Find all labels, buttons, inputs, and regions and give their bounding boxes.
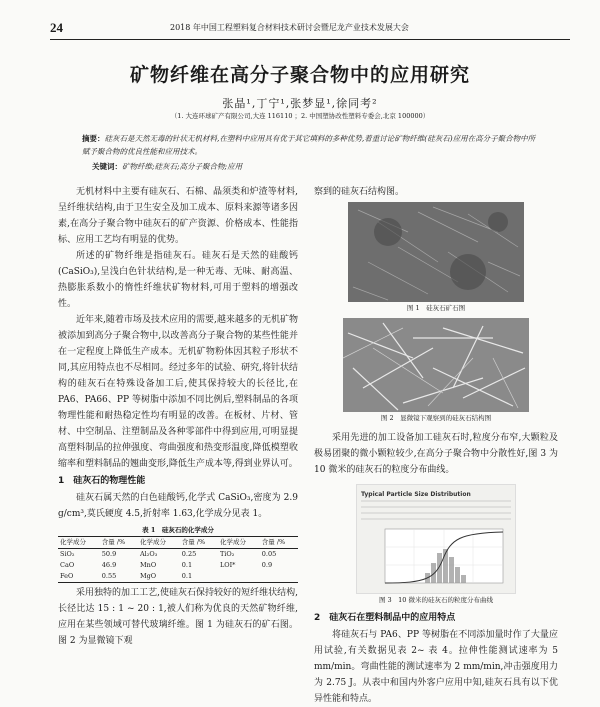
table-cell: 0.55 (101, 572, 117, 580)
abstract (82, 132, 542, 158)
table-cell: 50.9 (101, 550, 117, 558)
table-row (58, 571, 298, 583)
table-cell: MgO (139, 572, 157, 580)
table-cell: TiO₂ (219, 550, 235, 558)
paragraph: 无机材料中主要有硅灰石、石棉、晶须类和炉渣等材料,呈纤维状结构,由于卫生安全及加工成本、原料来源等诸多因素,在高分子聚合物中硅灰石的矿产资源、价格成本、性能指标、应用工艺均有明显的优势。 (58, 187, 298, 245)
paragraph: 近年来,随着市场及技术应用的需要,越来越多的无机矿物被添加到高分子聚合物中,以改善高分子聚合物的某些性能并在一定程度上降低生产成本。无机矿物粉体因其粒子形状不同,其应用特点也不尽相同。经过多年的试验、研究,将针状结构的硅灰石在特殊设备加工后,使其保持较大的长径比,在 PA6、PA66、PP 等树脂中添加不同比例后,塑料制品的各项物理性能和耐热稳定性均有明显的改善。在板材、片材、管材、中空制品、注塑制品及各种零部件中得到应用,可明显提高塑料制品的拉伸强度、弯曲强度和热变形温度,降低模塑收缩率和塑料制品的翘曲变形,降低生产成本等,得到业界认可。 (58, 315, 298, 469)
paragraph: 将硅灰石与 PA6、PP 等树脂在不同添加量时作了大量应用试验,有关数据见表 2~ 表 4。拉伸性能测试速率为 5 mm/min。弯曲性能的测试速率为 2 mm/min,冲击强度用力为 2.75 J。从表中和国内外客户应用中知,硅灰石具有以下优异性能和特点。 (314, 630, 558, 704)
table-header-cell: 含量 /% (181, 538, 206, 546)
wollastonite-ore-photo (348, 202, 524, 302)
table-header-cell: 化学成分 (60, 538, 86, 546)
table-cell: MnO (139, 561, 157, 569)
paper-title: 矿物纤维在高分子聚合物中的应用研究 (129, 64, 470, 86)
table-cell: Al₂O₃ (139, 550, 158, 558)
table-cell: 0.1 (181, 561, 193, 569)
figure-caption: 图 2 显微镜下观察到的硅灰石结构图 (380, 414, 492, 422)
table-header-cell: 化学成分 (139, 538, 166, 546)
chart-title: Typical Particle Size Distribution (361, 491, 471, 498)
journal-title: 2018 年中国工程塑料复合材料技术研讨会暨尼龙产业技术发展大会 (170, 23, 409, 32)
paragraph: 察到的硅灰石结构图。 (314, 187, 405, 197)
table-cell: LOI* (219, 561, 236, 569)
abstract-label: 摘要： (82, 134, 105, 143)
table-cell: SiO₂ (60, 550, 75, 558)
keywords-text: 矿物纤维;硅灰石;高分子聚合物;应用 (122, 162, 243, 171)
table-caption: 表 1 硅灰石的化学成分 (142, 526, 214, 534)
section-heading: 1 硅灰石的物理性能 (58, 476, 146, 486)
chart-data-block (361, 497, 511, 523)
table-cell: 0.1 (181, 572, 193, 580)
table-row (58, 549, 298, 561)
section-heading: 2 硅灰石在塑料制品中的应用特点 (314, 613, 456, 623)
running-header (50, 18, 570, 40)
table-header-cell: 化学成分 (219, 538, 246, 546)
keywords (92, 161, 532, 172)
table-cell: 0.25 (181, 550, 197, 558)
paragraph: 采用独特的加工工艺,使硅灰石保持较好的短纤维状结构,长径比达 15 : 1 ~ 20 : 1,被人们称为优良的天然矿物纤维,应用在某些领域可替代玻璃纤维。图 1 为硅灰石的矿石图。图 2 为显微镜下观 (58, 588, 298, 646)
paragraph: 所述的矿物纤维是指硅灰石。硅灰石是天然的硅酸钙(CaSiO₃),呈浅白色针状结构,是一种无毒、无味、耐高温、热膨胀系数小的惰性纤维状矿物材料,可用于塑料的增强改性。 (58, 251, 298, 309)
authors: 张晶¹,丁宁¹,张梦显¹,徐同考² (222, 97, 378, 110)
table-cell: 0.9 (261, 561, 273, 569)
table-cell (260, 571, 298, 583)
microscope-structure-photo (343, 318, 529, 412)
affiliations: （1. 大连环球矿产有限公司,大连 116110 ；2. 中国塑协改性塑料专委会,北京 100000） (170, 112, 430, 120)
paragraph: 采用先进的加工设备加工硅灰石时,粒度分布窄,大颗粒及极易团聚的微小颗粒较少,在高分子聚合物中分散性好,图 3 为 10 微米的硅灰石的粒度分布曲线。 (314, 433, 558, 475)
table-cell: 0.05 (261, 550, 277, 558)
table-header-row (58, 537, 298, 549)
table-header-cell: 含量 /% (101, 538, 126, 546)
paragraph: 硅灰石属天然的白色硅酸钙,化学式 CaSiO₃,密度为 2.9 g/cm³,莫氏硬度 4.5,折射率 1.63,化学成分见表 1。 (58, 493, 298, 519)
distribution-curve (385, 529, 503, 583)
right-column (314, 184, 558, 707)
keywords-label: 关键词： (92, 162, 122, 171)
table-cell: FeO (60, 572, 74, 580)
particle-size-chart (356, 484, 516, 594)
table-header-cell: 含量 /% (261, 538, 286, 546)
table-cell: 46.9 (101, 561, 117, 569)
table-cell (218, 571, 260, 583)
left-column (58, 184, 298, 649)
page-number: 24 (50, 20, 63, 35)
figure-caption: 图 1 硅灰石矿石图 (406, 304, 466, 312)
table-row (58, 560, 298, 571)
figure-caption: 图 3 10 微米的硅灰石的粒度分布曲线 (378, 596, 494, 604)
table-cell: CaO (60, 561, 75, 569)
composition-table (58, 536, 298, 583)
abstract-text: 硅灰石是天然无毒的针状无机材料,在塑料中应用具有优于其它填料的多种优势,着重讨论矿物纤维(硅灰石)应用在高分子聚合物中所赋予聚合物的优良性能和应用技术。 (82, 134, 536, 156)
